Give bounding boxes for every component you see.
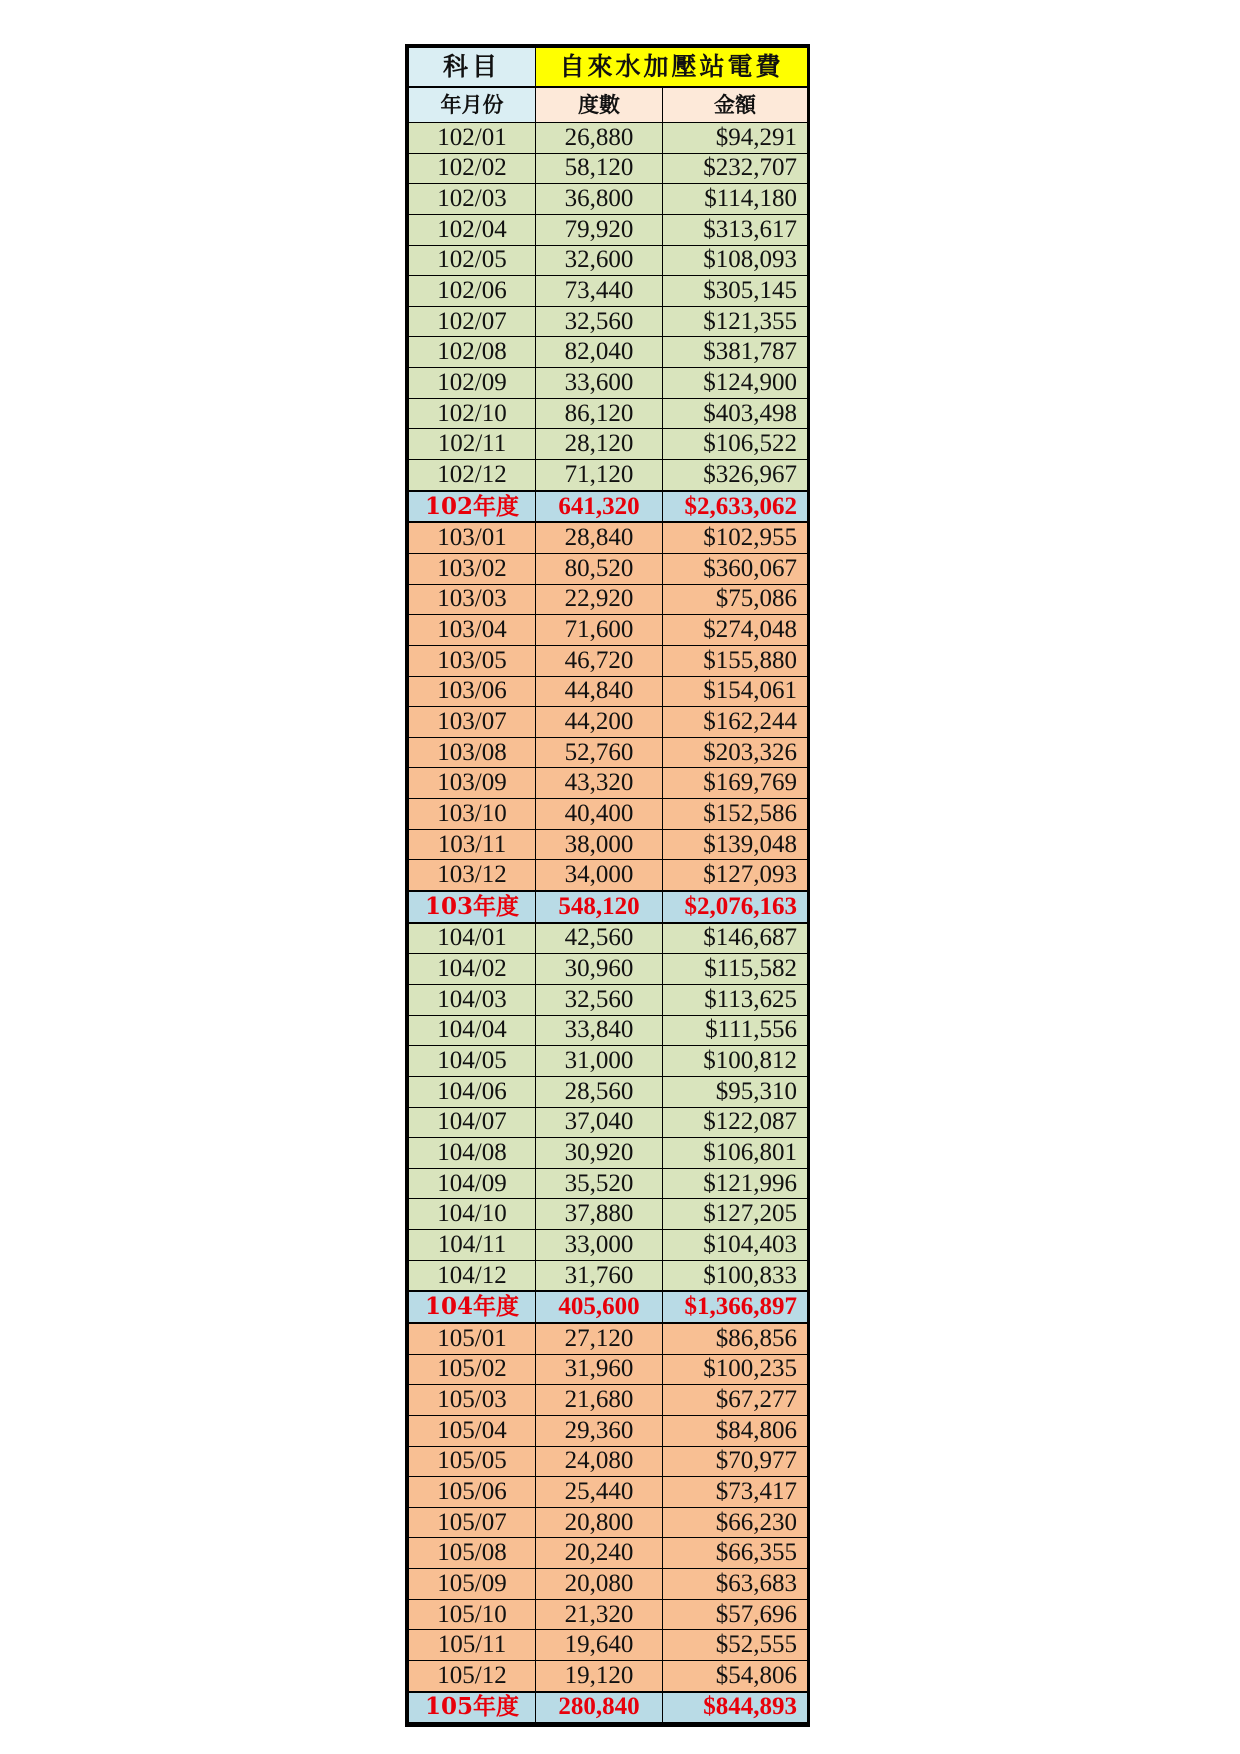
cell-amount: $122,087 bbox=[663, 1107, 808, 1138]
table-body bbox=[409, 123, 808, 1724]
cell-kwh: 32,560 bbox=[536, 984, 663, 1015]
cell-kwh: 73,440 bbox=[536, 276, 663, 307]
cell-month: 105/07 bbox=[409, 1507, 536, 1538]
table-row bbox=[409, 337, 808, 368]
cell-amount: $52,555 bbox=[663, 1630, 808, 1661]
total-label: 103年度 bbox=[409, 891, 536, 923]
table-row bbox=[409, 1630, 808, 1661]
table-row bbox=[409, 1538, 808, 1569]
table-row bbox=[409, 522, 808, 553]
cell-month: 105/09 bbox=[409, 1569, 536, 1600]
cell-kwh: 80,520 bbox=[536, 553, 663, 584]
total-kwh: 548,120 bbox=[536, 891, 663, 923]
table-row bbox=[409, 1477, 808, 1508]
year-total-row bbox=[409, 491, 808, 523]
total-kwh: 641,320 bbox=[536, 491, 663, 523]
cell-kwh: 19,640 bbox=[536, 1630, 663, 1661]
total-kwh: 280,840 bbox=[536, 1692, 663, 1724]
cell-amount: $403,498 bbox=[663, 398, 808, 429]
table-row bbox=[409, 1015, 808, 1046]
cell-month: 105/12 bbox=[409, 1661, 536, 1692]
cell-kwh: 26,880 bbox=[536, 123, 663, 154]
cell-kwh: 24,080 bbox=[536, 1446, 663, 1477]
cell-month: 102/09 bbox=[409, 368, 536, 399]
table-row bbox=[409, 768, 808, 799]
table-row bbox=[409, 306, 808, 337]
cell-month: 103/10 bbox=[409, 799, 536, 830]
table-row bbox=[409, 398, 808, 429]
cell-kwh: 21,320 bbox=[536, 1599, 663, 1630]
table-row bbox=[409, 1230, 808, 1261]
cell-month: 105/11 bbox=[409, 1630, 536, 1661]
cell-kwh: 27,120 bbox=[536, 1323, 663, 1354]
table-row bbox=[409, 737, 808, 768]
cell-month: 104/12 bbox=[409, 1260, 536, 1291]
table-row bbox=[409, 276, 808, 307]
table-row bbox=[409, 553, 808, 584]
table-row bbox=[409, 860, 808, 891]
total-amount: $844,893 bbox=[663, 1692, 808, 1724]
cell-amount: $326,967 bbox=[663, 460, 808, 491]
cell-kwh: 32,600 bbox=[536, 245, 663, 276]
cell-amount: $139,048 bbox=[663, 829, 808, 860]
cell-amount: $360,067 bbox=[663, 553, 808, 584]
cell-month: 105/10 bbox=[409, 1599, 536, 1630]
cell-amount: $127,093 bbox=[663, 860, 808, 891]
subject-label: 科目 bbox=[409, 48, 536, 88]
cell-kwh: 25,440 bbox=[536, 1477, 663, 1508]
column-header-kwh: 度數 bbox=[536, 87, 663, 123]
cell-amount: $106,522 bbox=[663, 429, 808, 460]
year-total-row bbox=[409, 1692, 808, 1724]
cell-amount: $75,086 bbox=[663, 584, 808, 615]
table-row bbox=[409, 1354, 808, 1385]
cell-month: 102/02 bbox=[409, 153, 536, 184]
total-label: 105年度 bbox=[409, 1692, 536, 1724]
table-row bbox=[409, 245, 808, 276]
cell-kwh: 32,560 bbox=[536, 306, 663, 337]
cell-kwh: 82,040 bbox=[536, 337, 663, 368]
cell-month: 105/02 bbox=[409, 1354, 536, 1385]
table-row bbox=[409, 429, 808, 460]
cell-amount: $121,355 bbox=[663, 306, 808, 337]
cell-kwh: 33,000 bbox=[536, 1230, 663, 1261]
cell-amount: $127,205 bbox=[663, 1199, 808, 1230]
cell-amount: $114,180 bbox=[663, 184, 808, 215]
cell-amount: $111,556 bbox=[663, 1015, 808, 1046]
cell-month: 104/04 bbox=[409, 1015, 536, 1046]
cell-month: 103/01 bbox=[409, 522, 536, 553]
cell-month: 105/01 bbox=[409, 1323, 536, 1354]
cell-kwh: 30,960 bbox=[536, 954, 663, 985]
cell-month: 105/04 bbox=[409, 1415, 536, 1446]
cell-month: 103/05 bbox=[409, 645, 536, 676]
cell-amount: $152,586 bbox=[663, 799, 808, 830]
cell-amount: $66,230 bbox=[663, 1507, 808, 1538]
table-row bbox=[409, 1046, 808, 1077]
total-label: 104年度 bbox=[409, 1291, 536, 1323]
cell-month: 103/07 bbox=[409, 707, 536, 738]
cell-amount: $100,235 bbox=[663, 1354, 808, 1385]
cell-kwh: 37,880 bbox=[536, 1199, 663, 1230]
cell-amount: $146,687 bbox=[663, 923, 808, 954]
cell-amount: $113,625 bbox=[663, 984, 808, 1015]
table-row bbox=[409, 123, 808, 154]
table-row bbox=[409, 676, 808, 707]
table-row bbox=[409, 1076, 808, 1107]
cell-amount: $70,977 bbox=[663, 1446, 808, 1477]
cell-amount: $73,417 bbox=[663, 1477, 808, 1508]
cell-amount: $95,310 bbox=[663, 1076, 808, 1107]
cell-kwh: 86,120 bbox=[536, 398, 663, 429]
cell-month: 104/10 bbox=[409, 1199, 536, 1230]
table-row bbox=[409, 1199, 808, 1230]
cell-kwh: 33,600 bbox=[536, 368, 663, 399]
cell-month: 102/03 bbox=[409, 184, 536, 215]
cell-amount: $313,617 bbox=[663, 214, 808, 245]
cell-amount: $66,355 bbox=[663, 1538, 808, 1569]
cell-month: 104/05 bbox=[409, 1046, 536, 1077]
title-row bbox=[409, 48, 808, 88]
cell-month: 103/09 bbox=[409, 768, 536, 799]
cell-amount: $154,061 bbox=[663, 676, 808, 707]
cell-kwh: 42,560 bbox=[536, 923, 663, 954]
cell-kwh: 38,000 bbox=[536, 829, 663, 860]
table-row bbox=[409, 584, 808, 615]
cell-amount: $305,145 bbox=[663, 276, 808, 307]
table-row bbox=[409, 1569, 808, 1600]
cell-kwh: 31,960 bbox=[536, 1354, 663, 1385]
electricity-fee-table bbox=[405, 44, 810, 1727]
cell-amount: $124,900 bbox=[663, 368, 808, 399]
cell-amount: $274,048 bbox=[663, 615, 808, 646]
table-row bbox=[409, 1661, 808, 1692]
column-header-row bbox=[409, 87, 808, 123]
year-total-row bbox=[409, 891, 808, 923]
cell-kwh: 58,120 bbox=[536, 153, 663, 184]
cell-amount: $108,093 bbox=[663, 245, 808, 276]
cell-amount: $104,403 bbox=[663, 1230, 808, 1261]
cell-kwh: 28,840 bbox=[536, 522, 663, 553]
table-row bbox=[409, 1260, 808, 1291]
table-row bbox=[409, 1599, 808, 1630]
cell-kwh: 44,840 bbox=[536, 676, 663, 707]
cell-amount: $155,880 bbox=[663, 645, 808, 676]
table-row bbox=[409, 1168, 808, 1199]
cell-kwh: 20,080 bbox=[536, 1569, 663, 1600]
cell-kwh: 43,320 bbox=[536, 768, 663, 799]
table-row bbox=[409, 829, 808, 860]
cell-amount: $162,244 bbox=[663, 707, 808, 738]
cell-month: 102/01 bbox=[409, 123, 536, 154]
cell-month: 102/08 bbox=[409, 337, 536, 368]
total-amount: $2,633,062 bbox=[663, 491, 808, 523]
cell-amount: $100,833 bbox=[663, 1260, 808, 1291]
cell-amount: $106,801 bbox=[663, 1138, 808, 1169]
table-row bbox=[409, 954, 808, 985]
cell-month: 104/11 bbox=[409, 1230, 536, 1261]
table-row bbox=[409, 1507, 808, 1538]
cell-kwh: 20,800 bbox=[536, 1507, 663, 1538]
cell-month: 102/07 bbox=[409, 306, 536, 337]
subject-value: 自來水加壓站電費 bbox=[536, 48, 808, 88]
table-row bbox=[409, 1446, 808, 1477]
cell-amount: $100,812 bbox=[663, 1046, 808, 1077]
cell-month: 103/02 bbox=[409, 553, 536, 584]
cell-month: 105/03 bbox=[409, 1385, 536, 1416]
cell-month: 103/03 bbox=[409, 584, 536, 615]
table-row bbox=[409, 645, 808, 676]
total-amount: $2,076,163 bbox=[663, 891, 808, 923]
cell-amount: $84,806 bbox=[663, 1415, 808, 1446]
total-amount: $1,366,897 bbox=[663, 1291, 808, 1323]
cell-month: 103/04 bbox=[409, 615, 536, 646]
cell-month: 105/05 bbox=[409, 1446, 536, 1477]
column-header-month: 年月份 bbox=[409, 87, 536, 123]
cell-month: 104/07 bbox=[409, 1107, 536, 1138]
cell-kwh: 31,000 bbox=[536, 1046, 663, 1077]
cell-month: 103/08 bbox=[409, 737, 536, 768]
cell-month: 102/12 bbox=[409, 460, 536, 491]
table-row bbox=[409, 984, 808, 1015]
cell-kwh: 28,120 bbox=[536, 429, 663, 460]
cell-kwh: 20,240 bbox=[536, 1538, 663, 1569]
cell-month: 102/04 bbox=[409, 214, 536, 245]
cell-amount: $232,707 bbox=[663, 153, 808, 184]
cell-kwh: 37,040 bbox=[536, 1107, 663, 1138]
fee-grid bbox=[408, 47, 808, 1724]
table-row bbox=[409, 923, 808, 954]
cell-month: 102/05 bbox=[409, 245, 536, 276]
cell-kwh: 31,760 bbox=[536, 1260, 663, 1291]
cell-kwh: 29,360 bbox=[536, 1415, 663, 1446]
cell-kwh: 46,720 bbox=[536, 645, 663, 676]
cell-month: 104/09 bbox=[409, 1168, 536, 1199]
table-row bbox=[409, 153, 808, 184]
cell-month: 102/11 bbox=[409, 429, 536, 460]
cell-kwh: 21,680 bbox=[536, 1385, 663, 1416]
cell-amount: $94,291 bbox=[663, 123, 808, 154]
table-row bbox=[409, 1107, 808, 1138]
cell-kwh: 52,760 bbox=[536, 737, 663, 768]
table-row bbox=[409, 214, 808, 245]
cell-kwh: 71,600 bbox=[536, 615, 663, 646]
cell-month: 104/01 bbox=[409, 923, 536, 954]
cell-month: 103/11 bbox=[409, 829, 536, 860]
cell-kwh: 28,560 bbox=[536, 1076, 663, 1107]
total-kwh: 405,600 bbox=[536, 1291, 663, 1323]
cell-amount: $57,696 bbox=[663, 1599, 808, 1630]
table-row bbox=[409, 460, 808, 491]
table-row bbox=[409, 707, 808, 738]
cell-month: 105/08 bbox=[409, 1538, 536, 1569]
cell-month: 104/08 bbox=[409, 1138, 536, 1169]
cell-kwh: 34,000 bbox=[536, 860, 663, 891]
cell-month: 104/06 bbox=[409, 1076, 536, 1107]
cell-month: 102/10 bbox=[409, 398, 536, 429]
cell-month: 102/06 bbox=[409, 276, 536, 307]
cell-amount: $67,277 bbox=[663, 1385, 808, 1416]
cell-month: 103/12 bbox=[409, 860, 536, 891]
cell-kwh: 35,520 bbox=[536, 1168, 663, 1199]
cell-kwh: 44,200 bbox=[536, 707, 663, 738]
cell-amount: $381,787 bbox=[663, 337, 808, 368]
cell-kwh: 40,400 bbox=[536, 799, 663, 830]
cell-kwh: 30,920 bbox=[536, 1138, 663, 1169]
table-row bbox=[409, 368, 808, 399]
cell-amount: $54,806 bbox=[663, 1661, 808, 1692]
table-row bbox=[409, 184, 808, 215]
cell-kwh: 36,800 bbox=[536, 184, 663, 215]
table-row bbox=[409, 799, 808, 830]
column-header-amount: 金額 bbox=[663, 87, 808, 123]
cell-amount: $63,683 bbox=[663, 1569, 808, 1600]
total-label: 102年度 bbox=[409, 491, 536, 523]
cell-amount: $203,326 bbox=[663, 737, 808, 768]
cell-amount: $121,996 bbox=[663, 1168, 808, 1199]
table-row bbox=[409, 615, 808, 646]
year-total-row bbox=[409, 1291, 808, 1323]
table-row bbox=[409, 1385, 808, 1416]
cell-amount: $115,582 bbox=[663, 954, 808, 985]
cell-kwh: 19,120 bbox=[536, 1661, 663, 1692]
cell-kwh: 79,920 bbox=[536, 214, 663, 245]
cell-kwh: 33,840 bbox=[536, 1015, 663, 1046]
table-row bbox=[409, 1138, 808, 1169]
cell-month: 104/03 bbox=[409, 984, 536, 1015]
table-row bbox=[409, 1415, 808, 1446]
cell-month: 103/06 bbox=[409, 676, 536, 707]
table-row bbox=[409, 1323, 808, 1354]
cell-amount: $86,856 bbox=[663, 1323, 808, 1354]
cell-month: 105/06 bbox=[409, 1477, 536, 1508]
cell-kwh: 22,920 bbox=[536, 584, 663, 615]
cell-month: 104/02 bbox=[409, 954, 536, 985]
cell-kwh: 71,120 bbox=[536, 460, 663, 491]
cell-amount: $102,955 bbox=[663, 522, 808, 553]
cell-amount: $169,769 bbox=[663, 768, 808, 799]
